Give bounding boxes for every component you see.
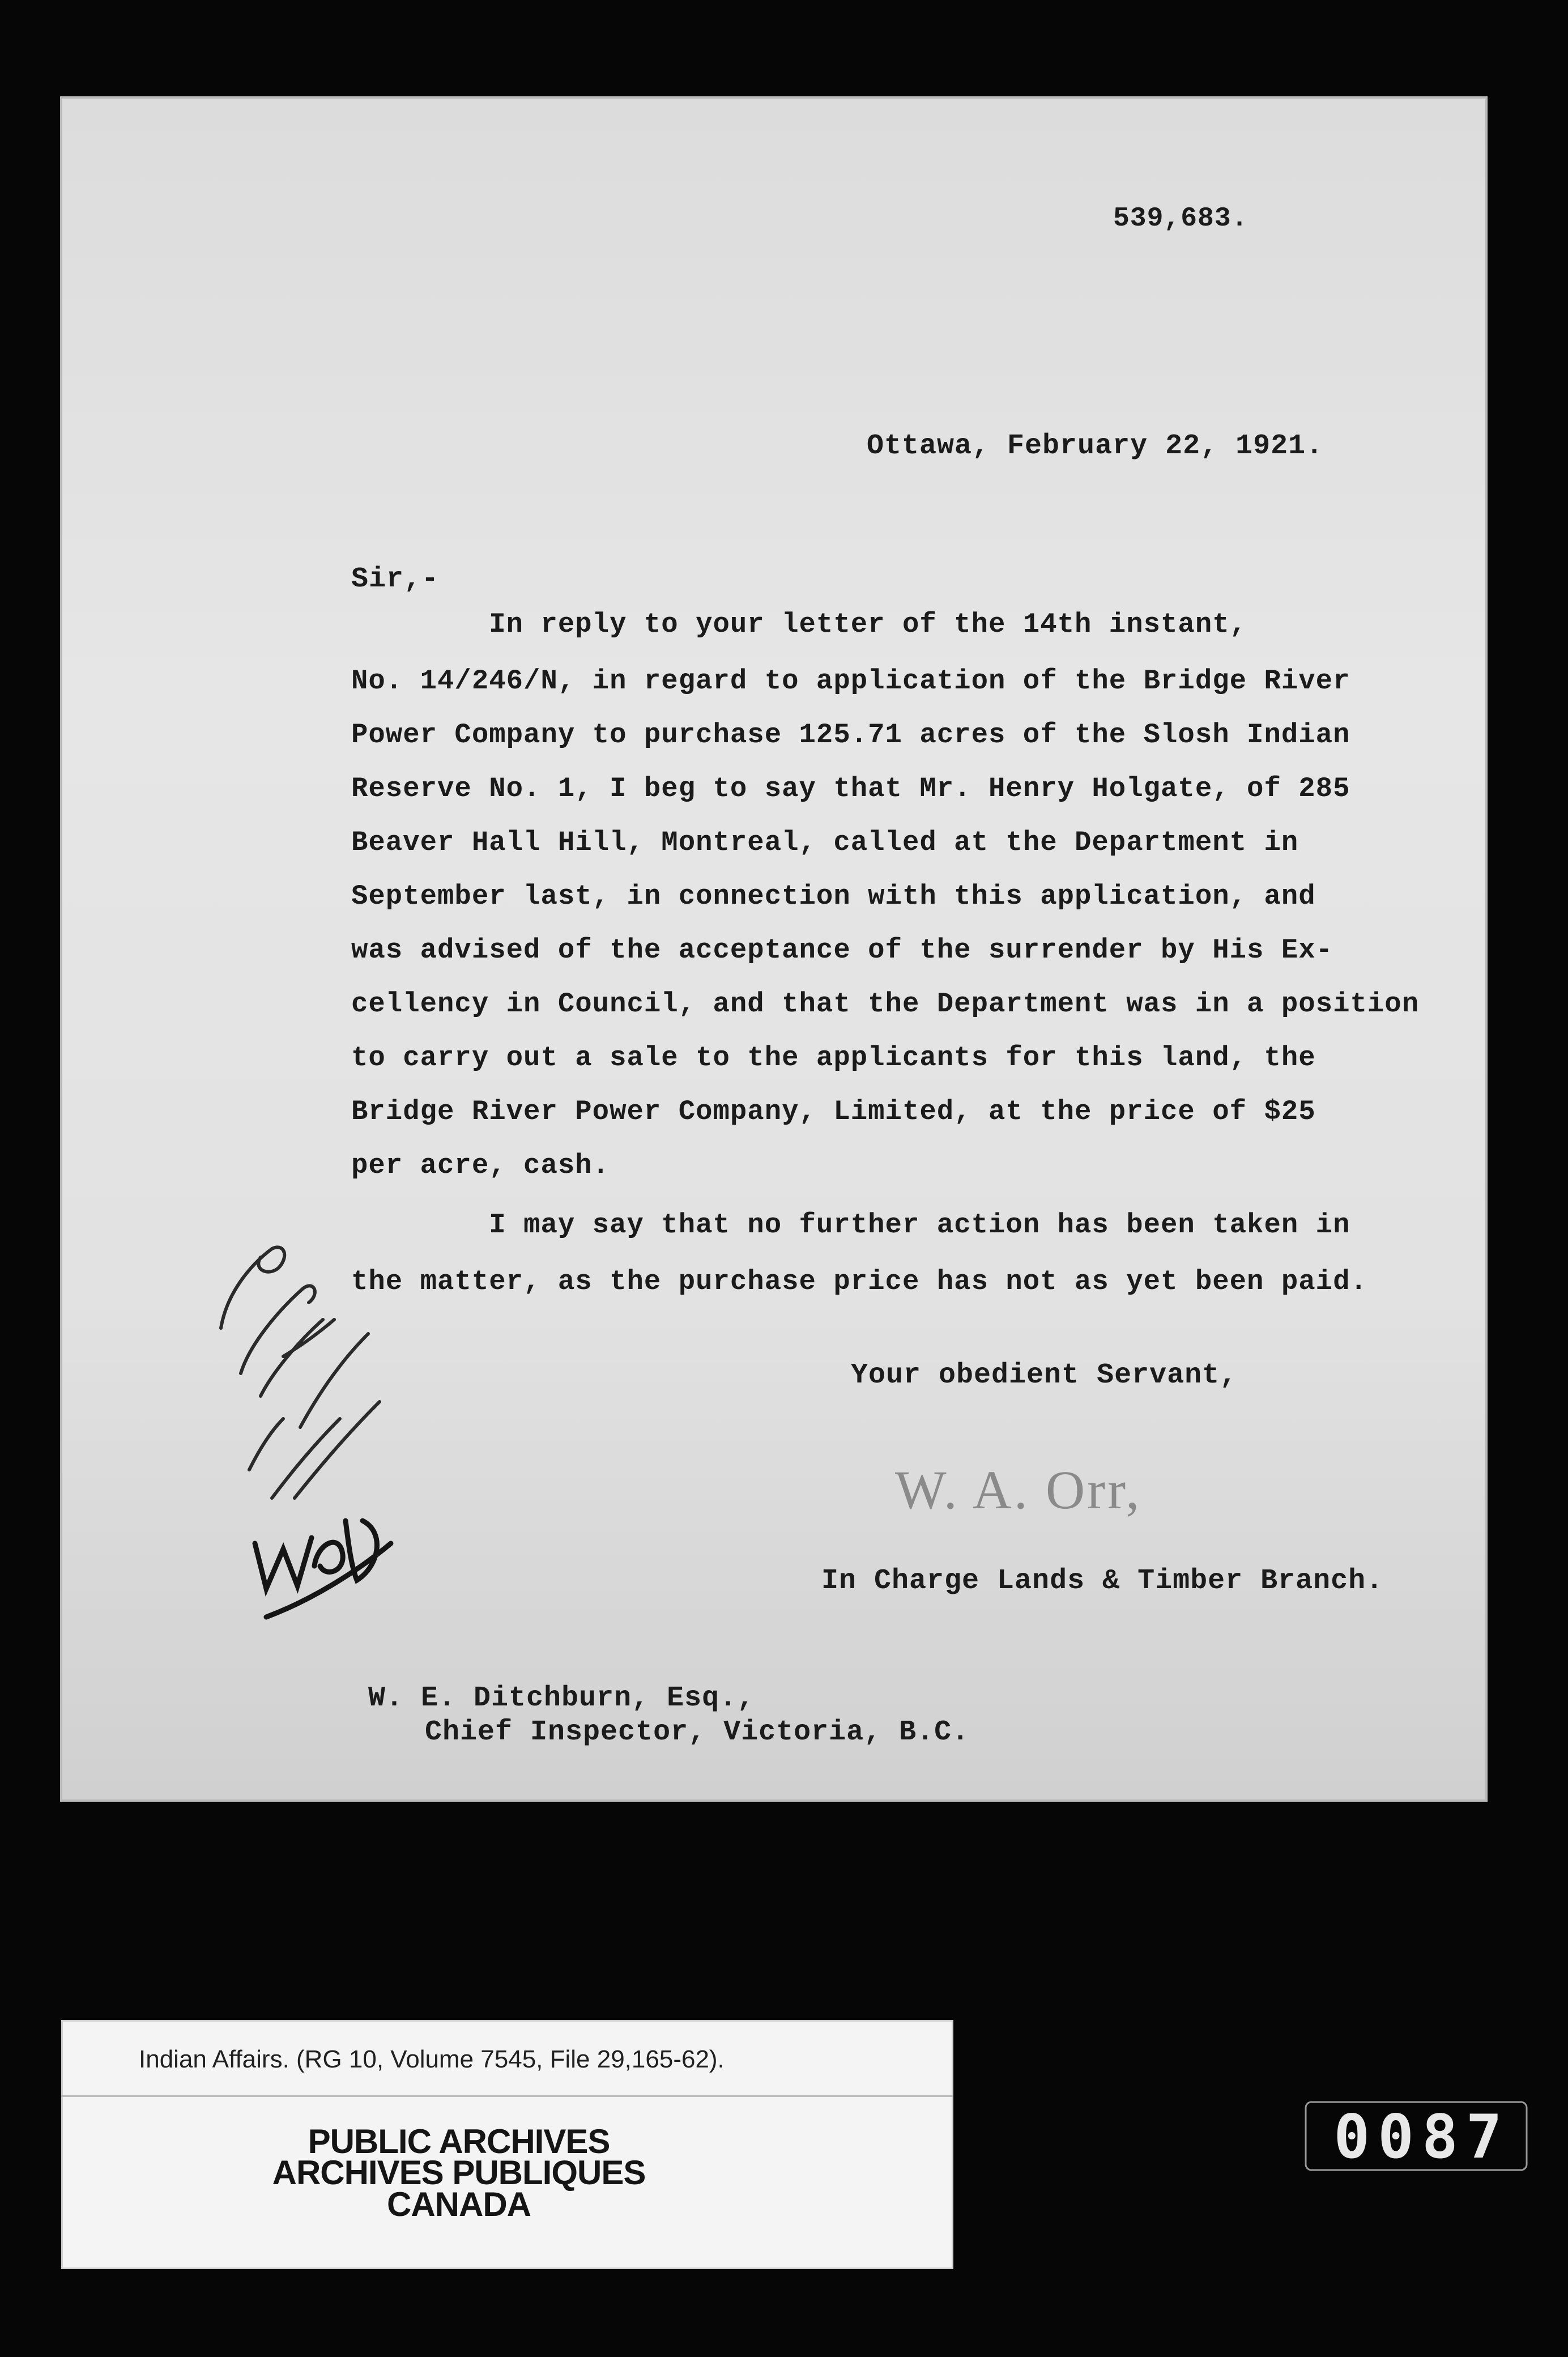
- archive-country: CANADA: [387, 2185, 531, 2223]
- body-line: In reply to your letter of the 14th instant,: [351, 609, 1247, 640]
- body-line: Power Company to purchase 125.71 acres of the Slosh Indian: [351, 719, 1350, 751]
- body-line: Bridge River Power Company, Limited, at the price of $25: [351, 1096, 1316, 1128]
- closing: Your obedient Servant,: [851, 1359, 1238, 1392]
- salutation: Sir,-: [351, 563, 440, 595]
- body-line: September last, in connection with this application, and: [351, 880, 1316, 912]
- handwritten-margin-notes: [198, 1203, 436, 1645]
- addressee-title: Chief Inspector, Victoria, B.C.: [425, 1716, 970, 1748]
- archive-name-en: PUBLIC ARCHIVES: [308, 2122, 610, 2160]
- addressee-name: W. E. Ditchburn, Esq.,: [368, 1682, 755, 1714]
- document-number: 539,683.: [1113, 203, 1249, 234]
- archive-citation: Indian Affairs. (RG 10, Volume 7545, File 29,165-62).: [139, 2045, 725, 2073]
- body-line: cellency in Council, and that the Department was in a position: [351, 988, 1420, 1020]
- label-divider: [61, 2095, 953, 2097]
- body-line: the matter, as the purchase price has not as yet been paid.: [351, 1266, 1367, 1297]
- body-line: per acre, cash.: [351, 1150, 610, 1181]
- signature-title: In Charge Lands & Timber Branch.: [821, 1565, 1384, 1597]
- letter-page: [60, 96, 1488, 1802]
- body-line: was advised of the acceptance of the surrender by His Ex-: [351, 934, 1333, 966]
- body-line: Beaver Hall Hill, Montreal, called at the Department in: [351, 827, 1299, 858]
- frame-number: 0087: [1333, 2102, 1510, 2172]
- body-line: to carry out a sale to the applicants for this land, the: [351, 1042, 1316, 1074]
- archive-name-fr: ARCHIVES PUBLIQUES: [272, 2154, 646, 2192]
- body-line: I may say that no further action has been taken in: [351, 1209, 1350, 1241]
- body-line: Reserve No. 1, I beg to say that Mr. Henry Holgate, of 285: [351, 773, 1350, 805]
- dateline: Ottawa, February 22, 1921.: [867, 430, 1324, 462]
- body-line: No. 14/246/N, in regard to application of the Bridge River: [351, 665, 1350, 697]
- signature-stamp: W. A. Orr,: [895, 1460, 1142, 1520]
